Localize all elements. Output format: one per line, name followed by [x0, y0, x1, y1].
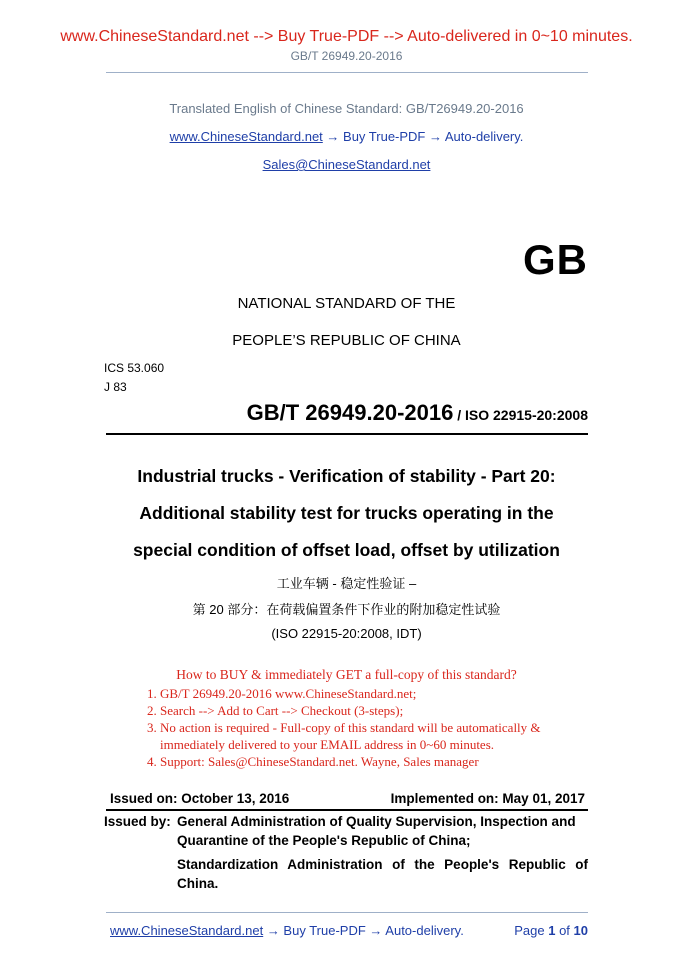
buy-item-3-cont: immediately delivered to your EMAIL address in 0~60 minutes. [160, 737, 495, 752]
page-total: 10 [573, 923, 588, 938]
footer-site-rest: → Buy True-PDF → Auto-delivery. [263, 923, 464, 938]
issued-on: Issued on: October 13, 2016 [110, 791, 290, 806]
buy-item-4[interactable]: 4. Support: Sales@ChineseStandard.net. Wayne, Sales manager [147, 754, 479, 769]
header-divider [106, 72, 588, 73]
translated-line: Translated English of Chinese Standard: GB/T26949.20-2016 [169, 101, 524, 116]
title-divider [106, 433, 588, 435]
footer-site-link[interactable]: www.ChineseStandard.net [110, 923, 264, 938]
page-mid: of [555, 923, 574, 938]
national-line-1: NATIONAL STANDARD OF THE [237, 295, 456, 312]
standard-number [247, 400, 588, 426]
intro-site-rest: → Buy True-PDF → Auto-delivery. [322, 129, 524, 144]
header-code: GB/T 26949.20-2016 [290, 49, 403, 63]
issued-by-label: Issued by: [104, 814, 171, 829]
issued-by-line-1: General Administration of Quality Supervision, Inspection and [177, 814, 576, 829]
implemented-on: Implemented on: May 01, 2017 [390, 791, 585, 806]
title-en-line-1: Industrial trucks - Verification of stability - Part 20: [137, 466, 556, 486]
buy-heading: How to BUY & immediately GET a full-copy of this standard? [176, 667, 517, 682]
intro-email-link[interactable]: Sales@ChineseStandard.net [262, 157, 431, 172]
page-indicator [514, 923, 588, 938]
title-en-line-3: special condition of offset load, offset by utilization [133, 540, 560, 560]
footer-site-line [110, 923, 464, 938]
footer-divider [106, 912, 588, 913]
intro-site-line [0, 129, 693, 144]
gb-mark: GB [523, 236, 588, 283]
title-en-line-2: Additional stability test for trucks operating in the [139, 503, 554, 523]
issued-by-line-2: Quarantine of the People's Republic of China; [177, 833, 471, 848]
standard-number-main: GB/T 26949.20-2016 [246, 400, 454, 425]
intro-email-line [0, 157, 693, 172]
intro-site-link[interactable]: www.ChineseStandard.net [169, 129, 323, 144]
buy-item-1[interactable]: 1. GB/T 26949.20-2016 www.ChineseStandard.net; [147, 686, 417, 701]
dates-divider [106, 809, 588, 811]
buy-item-3: 3. No action is required - Full-copy of this standard will be automatically & [147, 720, 541, 735]
issued-by-line-4: China. [177, 876, 219, 891]
title-cn-line-2: 第 20 部分：在荷载偏置条件下作业的附加稳定性试验 [192, 602, 501, 617]
standard-number-iso: / ISO 22915-20:2008 [453, 407, 588, 423]
national-line-2: PEOPLE’S REPUBLIC OF CHINA [232, 332, 461, 349]
title-cn-line-1: 工业车辆 - 稳定性验证 – [276, 576, 417, 591]
issued-by-line-3: Standardization Administration of the People's Republic of [177, 857, 588, 872]
header-banner[interactable]: www.ChineseStandard.net --> Buy True-PDF --> Auto-delivered in 0~10 minutes. [60, 28, 633, 45]
page-prefix: Page [514, 923, 549, 938]
buy-item-2: 2. Search --> Add to Cart --> Checkout (3-steps); [147, 703, 404, 718]
title-cn-idt: (ISO 22915-20:2008, IDT) [271, 626, 422, 641]
j-code: J 83 [104, 380, 127, 394]
page-number: 1 [548, 923, 556, 938]
ics-code: ICS 53.060 [104, 361, 165, 375]
